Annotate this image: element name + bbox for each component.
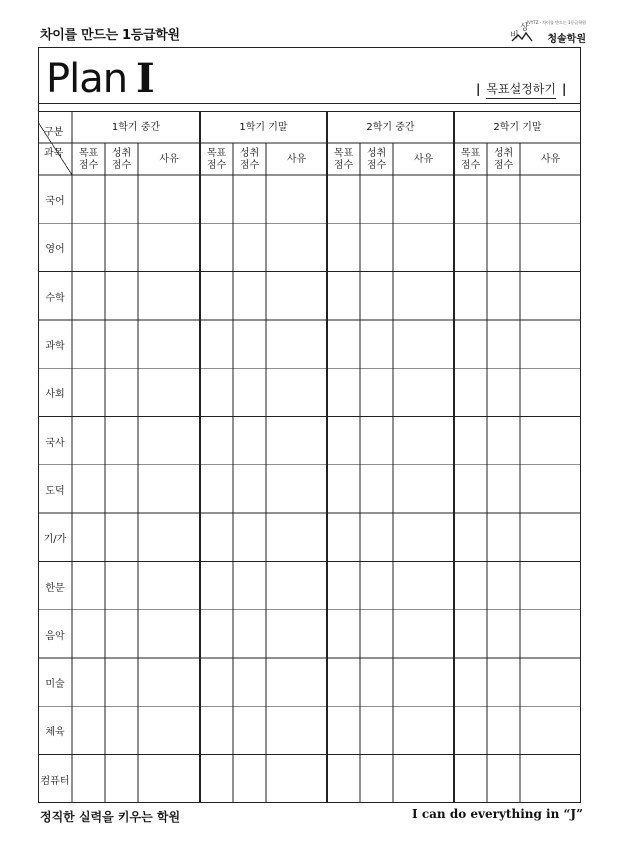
subheader-line: 성취 [111, 148, 132, 159]
period-header: 2학기 중간 [366, 122, 415, 133]
goal-setting-text: 목표설정하기 [486, 82, 556, 99]
achieved-score-header [360, 148, 393, 172]
corner-label-top: 구분 [44, 127, 64, 138]
achieved-score-header [105, 148, 138, 172]
target-score-header [200, 148, 233, 172]
target-score-header [454, 148, 487, 172]
subheader-line: 성취 [493, 148, 514, 159]
subheader-line: 목표 [206, 148, 227, 159]
achieved-score-header [487, 148, 520, 172]
plan-title: Plan [46, 56, 128, 102]
subheader-line: 성취 [366, 148, 387, 159]
subject-label: 영어 [45, 244, 65, 256]
period-header: 2학기 기말 [493, 122, 542, 133]
subheader-line: 성취 [239, 148, 260, 159]
period-header: 1학기 기말 [239, 122, 288, 133]
svg-text:비: 비 [510, 31, 519, 41]
subject-label: 체육 [45, 727, 65, 739]
subheader-line: 점수 [493, 160, 514, 171]
reason-header: 사유 [159, 154, 179, 165]
subject-label: 음악 [45, 630, 65, 642]
logo-name: 청솔학원 [547, 34, 586, 45]
subheader-line: 목표 [333, 148, 354, 159]
reason-header: 사유 [413, 154, 434, 165]
subject-label: 도덕 [45, 485, 65, 497]
goal-setting-label: | 목표설정하기 | [470, 80, 572, 97]
achieved-score-header [233, 148, 266, 172]
subheader-line: 점수 [78, 160, 99, 171]
subheader-line: 목표 [460, 148, 481, 159]
logo-subtext: IVYTZ · 차이를 만드는 1등급학원 [526, 20, 586, 25]
target-score-header [72, 148, 105, 172]
subheader-line: 점수 [239, 160, 260, 171]
target-score-header [327, 148, 360, 172]
subheader-line: 점수 [366, 160, 387, 171]
subject-label: 컴퓨터 [40, 775, 70, 787]
corner-label-bottom: 과목 [44, 148, 64, 159]
score-table [38, 112, 581, 803]
academy-logo [508, 18, 586, 44]
subject-label: 과학 [45, 341, 65, 353]
subject-label: 사회 [45, 389, 65, 401]
subheader-line: 목표 [78, 148, 99, 159]
subject-label: 미술 [45, 679, 65, 691]
subheader-line: 점수 [460, 160, 481, 171]
period-header: 1학기 중간 [111, 122, 161, 133]
subheader-line: 점수 [206, 160, 227, 171]
reason-header: 사유 [540, 154, 561, 165]
tagline: 차이를 만드는 1등급학원 [40, 28, 180, 43]
title-divider [38, 103, 581, 104]
svg-text:상: 상 [520, 23, 529, 33]
subject-label: 기/가 [43, 534, 67, 546]
plan-number: I [136, 55, 155, 102]
subheader-line: 점수 [111, 160, 132, 171]
subject-label: 한문 [45, 582, 65, 594]
subheader-line: 점수 [333, 160, 354, 171]
reason-header: 사유 [286, 154, 307, 165]
subject-label: 수학 [45, 292, 65, 304]
footer-motto: I can do everything in “J” [412, 807, 583, 821]
footer-slogan: 정직한 실력을 키우는 학원 [40, 810, 181, 824]
subject-label: 국사 [45, 437, 65, 449]
subject-label: 국어 [45, 196, 65, 208]
